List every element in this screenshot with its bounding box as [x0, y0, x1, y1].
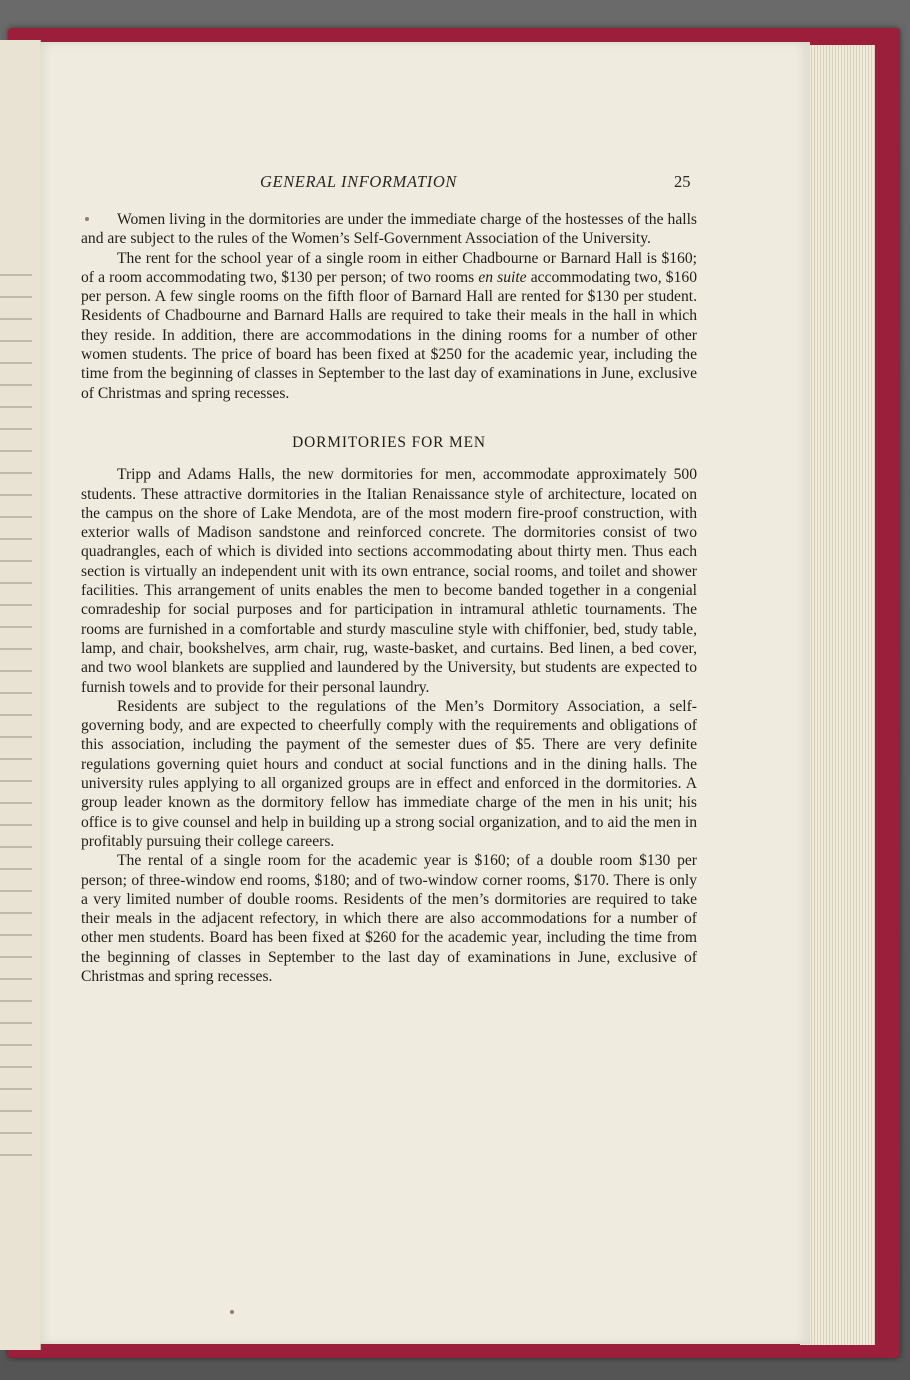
- text-span: accommodating two, $160 per person. A few single rooms on the fifth floor of Barnard Hall are rented for $130 per student. Residents of Chadbourne and Barnard Halls are required to take their meals in the hall in which they reside. In addition, there are accommodations in the dining rooms for a number of other women students. The price of board has been fixed at $250 for the academic year, including the time from the beginning of classes in September to the last day of examinations in June, exclusive of Christmas and spring recesses.: [81, 268, 697, 402]
- page-stack-edge: [800, 45, 875, 1345]
- italic-term: en suite: [478, 268, 527, 286]
- section-heading: DORMITORIES FOR MEN: [292, 433, 486, 451]
- paragraph-men-halls: Tripp and Adams Halls, the new dormitories for men, accommodate approximately 500 students. These attractive dormitories in the Italian Renaissance style of architecture, located on the campus on the shore of Lake Mendota, are of the most modern fire-proof construction, with exterior walls of Madison sandstone and reinforced concrete. The dormitories consist of two quadrangles, each of which is divided into sections accommodating about thirty men. Thus each section is virtually an independent unit with its own entrance, social rooms, and toilet and shower facilities. This arrangement of units enables the men to become banded together in a congenial comradeship for social purposes and for participation in intramural athletic tournaments. The rooms are furnished in a comfortable and sturdy masculine style with chiffonier, bed, study table, lamp, and chair, bookshelves, arm chair, rug, waste-basket, and curtains. Bed linen, a bed cover, and two wool blankets are supplied and laundered by the University, but students are expected to furnish towels and to provide for their personal laundry.: [81, 466, 697, 696]
- paragraph-women-dorms: Women living in the dormitories are under the immediate charge of the hostesses of the halls and are subject to the rules of the Women’s Self-Government Association of the University.: [81, 211, 697, 248]
- ink-speck: [230, 1310, 234, 1314]
- body-text: [81, 210, 697, 986]
- page-number: 25: [674, 172, 691, 191]
- previous-page-text-ghost: [0, 260, 32, 1160]
- paragraph-men-regulations: Residents are subject to the regulations of the Men’s Dormitory Association, a self-governing body, and are expected to cheerfully comply with the requirements and obligations of this association, including the payment of the semester dues of $5. There are very definite regulations governing quiet hours and conduct at social functions and in the dining halls. The university rules applying to all organized groups are in effect and enforced in the dormitories. A group leader known as the dormitory fellow has immediate charge of the men in his unit; his office is to give counsel and help in building up a strong social organization, and to aid the men in profitably pursuing their college careers.: [81, 697, 697, 850]
- paragraph-men-rent: The rental of a single room for the academic year is $160; of a double room $130 per person; of three-window end rooms, $180; and of two-window corner rooms, $170. There is only a very limited number of double rooms. Residents of the men’s dormitories are required to take their meals in the adjacent refectory, in which there are also accommodations for a number of other men students. Board has been fixed at $260 for the academic year, including the time from the beginning of classes in September to the last day of examinations in June, exclusive of Christmas and spring recesses.: [81, 852, 697, 985]
- running-header: GENERAL INFORMATION: [260, 172, 458, 191]
- paragraph-women-rent: [81, 249, 697, 403]
- text-span: The rent for the school year of a single room in either Chadbourne or Barnard Hall is $160; of a room accommodating two, $130 per person; of two rooms: [81, 249, 697, 286]
- previous-page-edge: [0, 40, 41, 1350]
